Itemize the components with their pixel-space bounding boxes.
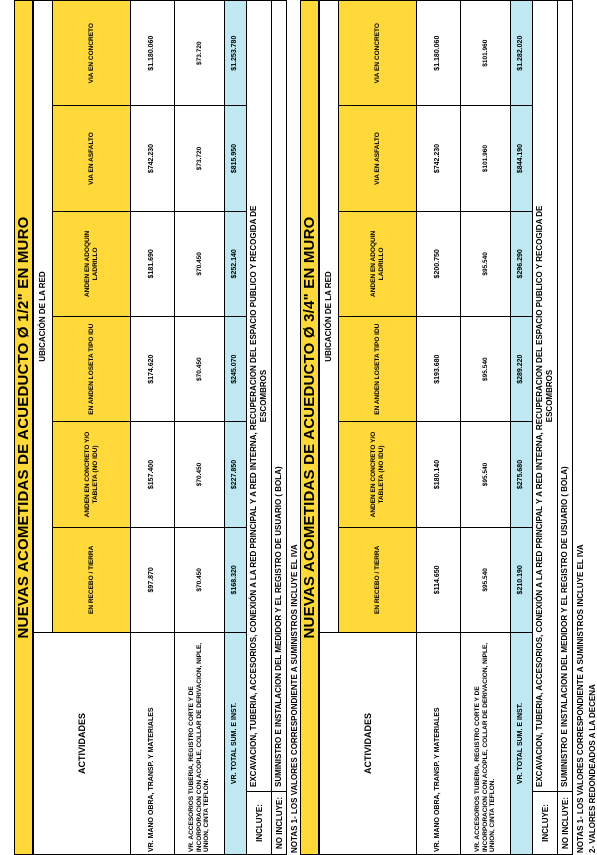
includes-text-cont: ESCOMBROS <box>545 369 554 423</box>
cell-value: $95.540 <box>461 527 511 632</box>
location-header: UBICACIÓN DE LA RED <box>34 1 53 633</box>
includes-text: EXCAVACION, TUBERIA, ACCESORIOS, CONEXIÓN A LA RED PRINCIPAL Y A RED INTERNA, RECUPERACION DEL ESPACIO PUBLICO Y RECOGIDA DE <box>535 205 544 787</box>
includes-label: INCLUYE: <box>533 791 557 854</box>
table-row <box>417 1 461 855</box>
cell-value: $97.870 <box>131 527 175 632</box>
cell-value: $180.140 <box>417 422 461 527</box>
includes-text-cont: ESCOMBROS <box>259 369 268 423</box>
note-rounding: 2- VALORES REDONDEADOS A LA DECENA <box>588 684 597 853</box>
total-value: $210.190 <box>511 527 533 632</box>
cell-value: $70.450 <box>175 317 225 422</box>
column-header: VIA EN ASFALTO <box>53 106 131 211</box>
table-row <box>175 1 225 855</box>
includes-row <box>533 0 558 855</box>
cell-value: $193.680 <box>417 317 461 422</box>
excludes-text: SUMINISTRO E INSTALACION DEL MEDIDOR Y EL REGISTRO DE USUARIO ( BOLA) <box>274 466 283 787</box>
tariff-panel-three-quarter-inch <box>300 0 597 855</box>
column-header: ANDEN EN ADOQUIN LADRILLO <box>53 211 131 316</box>
column-header: EN RECEBO / TIERRA <box>53 527 131 632</box>
total-row <box>511 1 533 855</box>
activities-header: ACTIVIDADES <box>320 633 417 855</box>
total-value: $245.070 <box>225 317 247 422</box>
cell-value: $101.960 <box>461 106 511 211</box>
total-value: $227.850 <box>225 422 247 527</box>
cell-value: $114.650 <box>417 527 461 632</box>
column-header: ANDEN EN ADOQUIN LADRILLO <box>339 211 417 316</box>
note-vat: NOTAS 1- LOS VALORES CORRESPONDIENTE A SUMINISTROS INCLUYE EL IVA <box>290 544 299 853</box>
cell-value: $95.540 <box>461 422 511 527</box>
column-header: ANDEN EN CONCRETO Y/O TABLETA (NO IDU) <box>53 422 131 527</box>
note-vat: NOTAS 1- LOS VALORES CORRESPONDIENTE A SUMINISTROS INCLUYE EL IVA <box>576 544 585 853</box>
column-header: ANDEN EN CONCRETO Y/O TABLETA (NO IDU) <box>339 422 417 527</box>
excludes-row <box>272 0 287 855</box>
column-header: VIA EN CONCRETO <box>339 1 417 106</box>
includes-text: EXCAVACION, TUBERIA, ACCESORIOS, CONEXIÓN A LA RED PRINCIPAL Y A RED INTERNA, RECUPERACION DEL ESPACIO PUBLICO Y RECOGIDA DE <box>249 205 258 787</box>
cell-value: $73.720 <box>175 1 225 106</box>
cell-value: $95.540 <box>461 211 511 316</box>
cell-value: $70.450 <box>175 211 225 316</box>
activities-header: ACTIVIDADES <box>34 633 131 855</box>
column-header: EN ANDEN LOSETA TIPO IDU <box>53 317 131 422</box>
total-value: $844.190 <box>511 106 533 211</box>
total-value: $815.950 <box>225 106 247 211</box>
total-value: $1.282.020 <box>511 1 533 106</box>
panel-title: NUEVAS ACOMETIDAS DE ACUEDUCTO Ø 1/2" EN MURO <box>14 0 33 855</box>
tariff-panel-half-inch <box>14 0 299 855</box>
table-row <box>461 1 511 855</box>
total-value: $275.680 <box>511 422 533 527</box>
cell-value: $95.540 <box>461 317 511 422</box>
cell-value: $1.180.060 <box>131 1 175 106</box>
total-value: $289.220 <box>511 317 533 422</box>
total-value: $252.140 <box>225 211 247 316</box>
excludes-label: NO INCLUYE: <box>558 791 572 854</box>
location-header: UBICACIÓN DE LA RED <box>320 1 339 633</box>
column-header: VIA EN ASFALTO <box>339 106 417 211</box>
cell-value: $101.960 <box>461 1 511 106</box>
cell-value: $70.450 <box>175 422 225 527</box>
row-label: VR. MANO OBRA, TRANSP. Y MATERIALES <box>131 633 175 855</box>
row-label: VR. ACCESORIOS TUBERIA, REGISTRO CORTE Y DE INCORPORACION CON ACOPLE, COLLAR DE DERIVACION, NIPLE, UNION, CINTA TEFLON. <box>175 633 225 855</box>
total-label: VR. TOTAL SUM. E INST. <box>225 633 247 855</box>
panel-title: NUEVAS ACOMETIDAS DE ACUEDUCTO Ø 3/4" EN MURO <box>300 0 319 855</box>
cell-value: $200.750 <box>417 211 461 316</box>
tariff-table <box>319 0 533 855</box>
cell-value: $70.450 <box>175 527 225 632</box>
tariff-table <box>33 0 247 855</box>
cell-value: $174.620 <box>131 317 175 422</box>
total-value: $296.290 <box>511 211 533 316</box>
excludes-row <box>558 0 573 855</box>
column-header: EN ANDEN LOSETA TIPO IDU <box>339 317 417 422</box>
includes-row <box>247 0 272 855</box>
total-label: VR. TOTAL SUM. E INST. <box>511 633 533 855</box>
cell-value: $181.690 <box>131 211 175 316</box>
excludes-text: SUMINISTRO E INSTALACION DEL MEDIDOR Y EL REGISTRO DE USUARIO ( BOLA) <box>560 466 569 787</box>
includes-label: INCLUYE: <box>247 791 271 854</box>
cell-value: $1.180.060 <box>417 1 461 106</box>
cell-value: $742.230 <box>131 106 175 211</box>
row-label: VR. ACCESORIOS TUBERIA, REGISTRO CORTE Y DE INCORPORACION CON ACOPLE, COLLAR DE DERIVACION, NIPLE, UNION, CINTA TEFLON. <box>461 633 511 855</box>
excludes-label: NO INCLUYE: <box>272 791 286 854</box>
total-value: $1.253.780 <box>225 1 247 106</box>
cell-value: $157.400 <box>131 422 175 527</box>
total-value: $168.320 <box>225 527 247 632</box>
row-label: VR. MANO OBRA, TRANSP. Y MATERIALES <box>417 633 461 855</box>
cell-value: $742.230 <box>417 106 461 211</box>
cell-value: $73.720 <box>175 106 225 211</box>
table-row <box>131 1 175 855</box>
column-header: VIA EN CONCRETO <box>53 1 131 106</box>
column-header: EN RECEBO / TIERRA <box>339 527 417 632</box>
total-row <box>225 1 247 855</box>
